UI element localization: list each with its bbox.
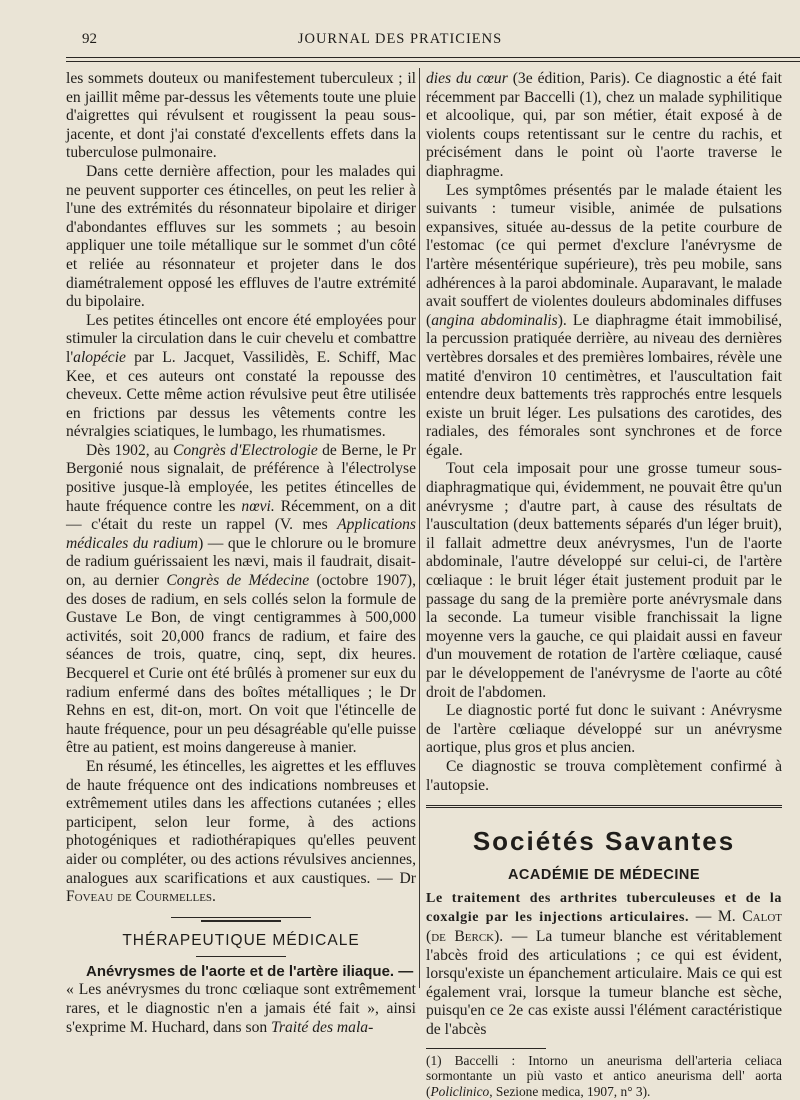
societes-title: Sociétés Savantes (472, 826, 736, 857)
paragraph: Dans cette dernière affection, pour les malades qui ne peuvent supporter ces étincelles, on peut les relier à l'une des extrémités du résonnateur bipolaire et diriger d'abondantes effluves sur les sommets ; au besoin appliquer une toile métallique sur le sommet d'un côté et reliée au résonnateur et projeter dans le dos diamétralement opposé les effluves de l'autre extrémité du bipolaire. (66, 162, 416, 311)
paragraph: En résumé, les étincelles, les aigrettes et les effluves de haute fréquence ont des indications nombreuses et extrêmement utiles dans les affections cutanées ; elles participent, selon leur forme, à des actions photogéniques et radiothérapiques qu'elles peuvent aider ou compléter, ou des actions révulsives anciennes, analogues aux scarifications et aux caustiques. — Dr Foveau de Courmelles. (66, 757, 416, 906)
section-divider (171, 917, 311, 922)
paragraph: Tout cela imposait pour une grosse tumeur sous-diaphragmatique qui, évidemment, ne pouvait être qu'un anévrysme ; d'autre part, à cause des résultats de l'auscultation (deux battements séparés d'un léger bruit), il fallait admettre deux anévrysmes, l'un de l'aorte abdominale, l'autre développé sur celui-ci, de l'artère cœliaque : le bruit léger était justement produit par le passage du sang de la première porte anévrysmale dans la seconde. La tumeur visible franchissait la ligne moyenne vers la gauche, ce qui plaidait aussi en faveur d'un mouvement de rotation de l'artère cœliaque, causé par le développement de l'anévrysme de l'aorte au côté droit de l'abdomen. (426, 460, 782, 701)
paragraph: dies du cœur (3e édition, Paris). Ce diagnostic a été fait récemment par Baccelli (1), chez un malade syphilitique et alcoolique, qui, par son métier, était exposé à de violents coups retentissant sur le centre du rachis, et précisément dans le point où l'aorte traverse le diaphragme. (426, 70, 782, 180)
paragraph: les sommets douteux ou manifestement tuberculeux ; il en jaillit même par-dessus les vêtements toute une pluie d'aigrettes qui révulsent et rougissent la peau sous-jacente, et dont j'ai constaté d'excellents effets dans la tuberculose pulmonaire. (66, 70, 416, 162)
paragraph: Dès 1902, au Congrès d'Electrologie de Berne, le Pr Bergonié nous signalait, de préférence à l'électrolyse positive jusque-là employée, les petites étincelles de haute fréquence contre les nœvi. Récemment, on a dit — c'était du reste un rappel (V. mes Applications médicales du radium) — que le chlorure ou le bromure de radium guérissaient les nævi, mais il faudrait, disait-on, au dernier Congrès de Médecine (octobre 1907), des doses de radium, en sels collés selon la formule de Gustave Le Bon, de vingt centigrammes à 500,000 activités, soit 20,000 francs de radium, et faire des séances de trois, quatre, cinq, sept, dix heures. Becquerel et Curie ont été brûlés à promener sur eux du radium enfermé dans des boîtes métalliques ; le Dr Rehns en est, dit-on, mort. On voit que l'étincelle de haute fréquence, pour un peu désagréable qu'elle puisse être au patient, est moins dangereuse à manier. (66, 441, 417, 757)
article-title: Anévrysmes de l'aorte et de l'artère iliaque. — (86, 962, 414, 980)
footnote: (1) Baccelli : Intorno un aneurisma dell'arteria celiaca sormontante un più vasto et antico aneurisma dell' aorta (Policlinico, Sezione medica, 1907, n° 3). (426, 1052, 782, 1100)
header-rule-thin (66, 61, 800, 62)
header-rule (66, 57, 800, 58)
footnote-rule (426, 1048, 546, 1049)
section-band (426, 805, 782, 810)
column-divider (419, 68, 420, 988)
paragraph: Les petites étincelles ont encore été employées pour stimuler la circulation dans le cuir chevelu et combattre l'alopécie par L. Jacquet, Vassilidès, E. Schiff, Mac Kee, et ces auteurs ont constaté la repousse des cheveux. Cette même action révulsive peut être utilisée en frictions par dessus les vêtements contre les névralgies sciatiques, le lumbago, les rhumatismes. (66, 311, 416, 441)
paragraph: Les symptômes présentés par le malade étaient les suivants : tumeur visible, animée de pulsations expansives, située au-dessus de la petite courbure de l'estomac (ce qui permet d'exclure l'anévrysme de l'artère mésentérique supérieure), très peu mobile, sans adhérences à la paroi abdominale. Auparavant, le malade avait souffert de violentes douleurs abdominales diffuses (angina abdominalis). Le diaphragme était immobilisé, la percussion pratiquée derrière, au niveau des dernières vertèbres dorsales et des premières lombaires, révèle une matité d'environ 10 centimètres, et l'auscultation fait entendre deux battements très rapprochés entre lesquels existe un bruit léger. Les pulsations des carotides, des radiales, des fémorales sont synchrones et de force égale. (426, 181, 783, 459)
paragraph: « Les anévrysmes du tronc cœliaque sont extrêmement rares, et le diagnostic n'en a jamais été fait », ainsi s'exprime M. Huchard, dans son Traité des mala- (66, 981, 416, 1036)
heading-underline (196, 956, 286, 957)
running-head (0, 31, 800, 51)
section-heading: THÉRAPEUTIQUE MÉDICALE (122, 931, 360, 949)
journal-title: JOURNAL DES PRATICIENS (297, 31, 503, 47)
right-column (426, 70, 782, 1100)
author-signature: Foveau de Courmelles. (66, 888, 216, 906)
paragraph: Le diagnostic porté fut donc le suivant : Anévrysme de l'artère cœliaque développé sur un anévrysme aortique, plus gros et plus ancien. (426, 702, 782, 757)
left-column (66, 70, 416, 1037)
paragraph: Ce diagnostic se trouva complètement confirmé à l'autopsie. (426, 757, 782, 794)
paragraph: Le traitement des arthrites tuberculeuses et de la coxalgie par les injections articulaires. — M. Calot (de Berck). — La tumeur blanche est véritablement l'abcès froid des articulations ; ce qui est évident, lorsqu'existe un épanchement articulaire. Mais ce qui est également vrai, lorsque la tumeur blanche est sèche, puisqu'en ce 2e cas existe aussi l'élément caractéristique de l'abcès (426, 890, 783, 1038)
page-number: 92 (82, 31, 97, 47)
academie-heading: ACADÉMIE DE MÉDECINE (507, 867, 701, 884)
